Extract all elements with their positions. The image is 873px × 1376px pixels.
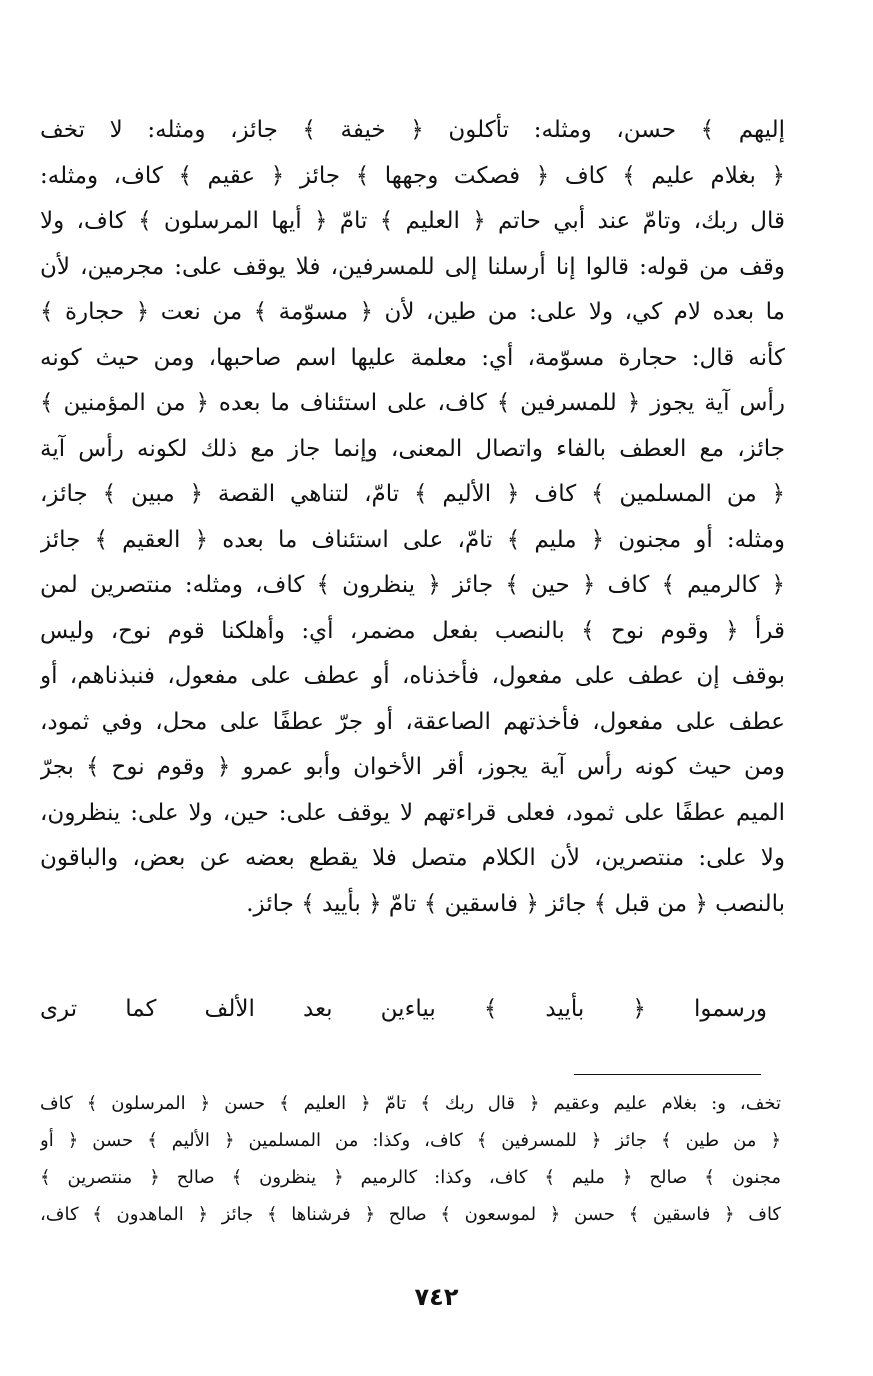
footnote-line: ﴿ من طين ﴾ جائز ﴿ للمسرفين ﴾ كاف، وكذا: من المسلمين ﴿ الأليم ﴾ حسن ﴿ أو: [40, 1130, 781, 1151]
text-line: إليهم ﴾ حسن، ومثله: تأكلون ﴿ خيفة ﴾ جائز، ومثله: لا تخف: [40, 117, 785, 143]
text-line: وقف من قوله: قالوا إنا أرسلنا إلى للمسرفين، فلا يوقف على: مجرمين، لأن: [40, 253, 785, 280]
text-line: عطف على مفعول، فأخذتهم الصاعقة، أو جرّ عطفًا على محل، وفي ثمود،: [40, 708, 785, 735]
poem-verse: ورسموا ﴿ بأييد ﴾ بياءين بعد الألف كما ترى: [40, 996, 767, 1022]
text-line: رأس آية يجوز ﴿ للمسرفين ﴾ كاف، على استئناف ما بعده ﴿ من المؤمنين ﴾: [40, 390, 785, 416]
text-line: ولا على: منتصرين، لأن الكلام متصل فلا يقطع بعضه عن بعض، والباقون: [40, 845, 785, 871]
text-line: ﴿ بغلام عليم ﴾ كاف ﴿ فصكت وجهها ﴾ جائز ﴿ عقيم ﴾ كاف، ومثله:: [40, 162, 785, 189]
text-line: قال ربك، وتامّ عند أبي حاتم ﴿ العليم ﴾ تامّ ﴿ أيها المرسلون ﴾ كاف، ولا: [40, 208, 785, 234]
text-line: كأنه قال: حجارة مسوّمة، أي: معلمة عليها اسم صاحبها، ومن حيث كونه: [40, 344, 785, 371]
page-number: ٧٤٢: [414, 1283, 459, 1311]
text-line: قرأ ﴿ وقوم نوح ﴾ بالنصب بفعل مضمر، أي: وأهلكنا قوم نوح، وليس: [40, 617, 785, 644]
text-line: ﴿ من المسلمين ﴾ كاف ﴿ الأليم ﴾ تامّ، لتناهي القصة ﴿ مبين ﴾ جائز،: [40, 481, 785, 507]
main-text: [40, 108, 785, 927]
text-line: ومثله: أو مجنون ﴿ مليم ﴾ تامّ، على استئناف ما بعده ﴿ العقيم ﴾ جائز: [40, 526, 785, 553]
text-line: جائز، مع العطف بالفاء واتصال المعنى، وإنما جاز مع ذلك لكونه رأس آية: [40, 435, 785, 462]
footnote-separator: [574, 1074, 761, 1075]
footnotes: [40, 1085, 781, 1233]
footnote-line: مجنون ﴾ صالح ﴿ مليم ﴾ كاف، وكذا: كالرميم ﴿ ينظرون ﴾ صالح ﴿ منتصرين ﴾: [40, 1167, 781, 1188]
text-line: بالنصب ﴿ من قبل ﴾ جائز ﴿ فاسقين ﴾ تامّ ﴿ بأييد ﴾ جائز.: [246, 890, 785, 917]
text-line: ومن حيث كونه رأس آية يجوز، أقر الأخوان وأبو عمرو ﴿ وقوم نوح ﴾ بجرّ: [40, 754, 785, 780]
text-line: بوقف إن عطف على مفعول، فأخذناه، أو عطف على مفعول، فنبذناهم، أو: [40, 663, 785, 689]
footnote-line: كاف ﴿ فاسقين ﴾ حسن ﴿ لموسعون ﴾ صالح ﴿ فرشناها ﴾ جائز ﴿ الماهدون ﴾ كاف،: [40, 1204, 781, 1225]
text-line: ما بعده لام كي، ولا على: من طين، لأن ﴿ مسوّمة ﴾ من نعت ﴿ حجارة ﴾: [40, 299, 785, 325]
footnote-line: تخف، و: بغلام عليم وعقيم ﴿ قال ربك ﴾ تامّ ﴿ العليم ﴾ حسن ﴿ المرسلون ﴾ كاف: [40, 1093, 781, 1114]
text-line: الميم عطفًا على ثمود، فعلى قراءتهم لا يوقف على: حين، ولا على: ينظرون،: [40, 799, 785, 826]
text-line: ﴿ كالرميم ﴾ كاف ﴿ حين ﴾ جائز ﴿ ينظرون ﴾ كاف، ومثله: منتصرين لمن: [40, 572, 785, 598]
